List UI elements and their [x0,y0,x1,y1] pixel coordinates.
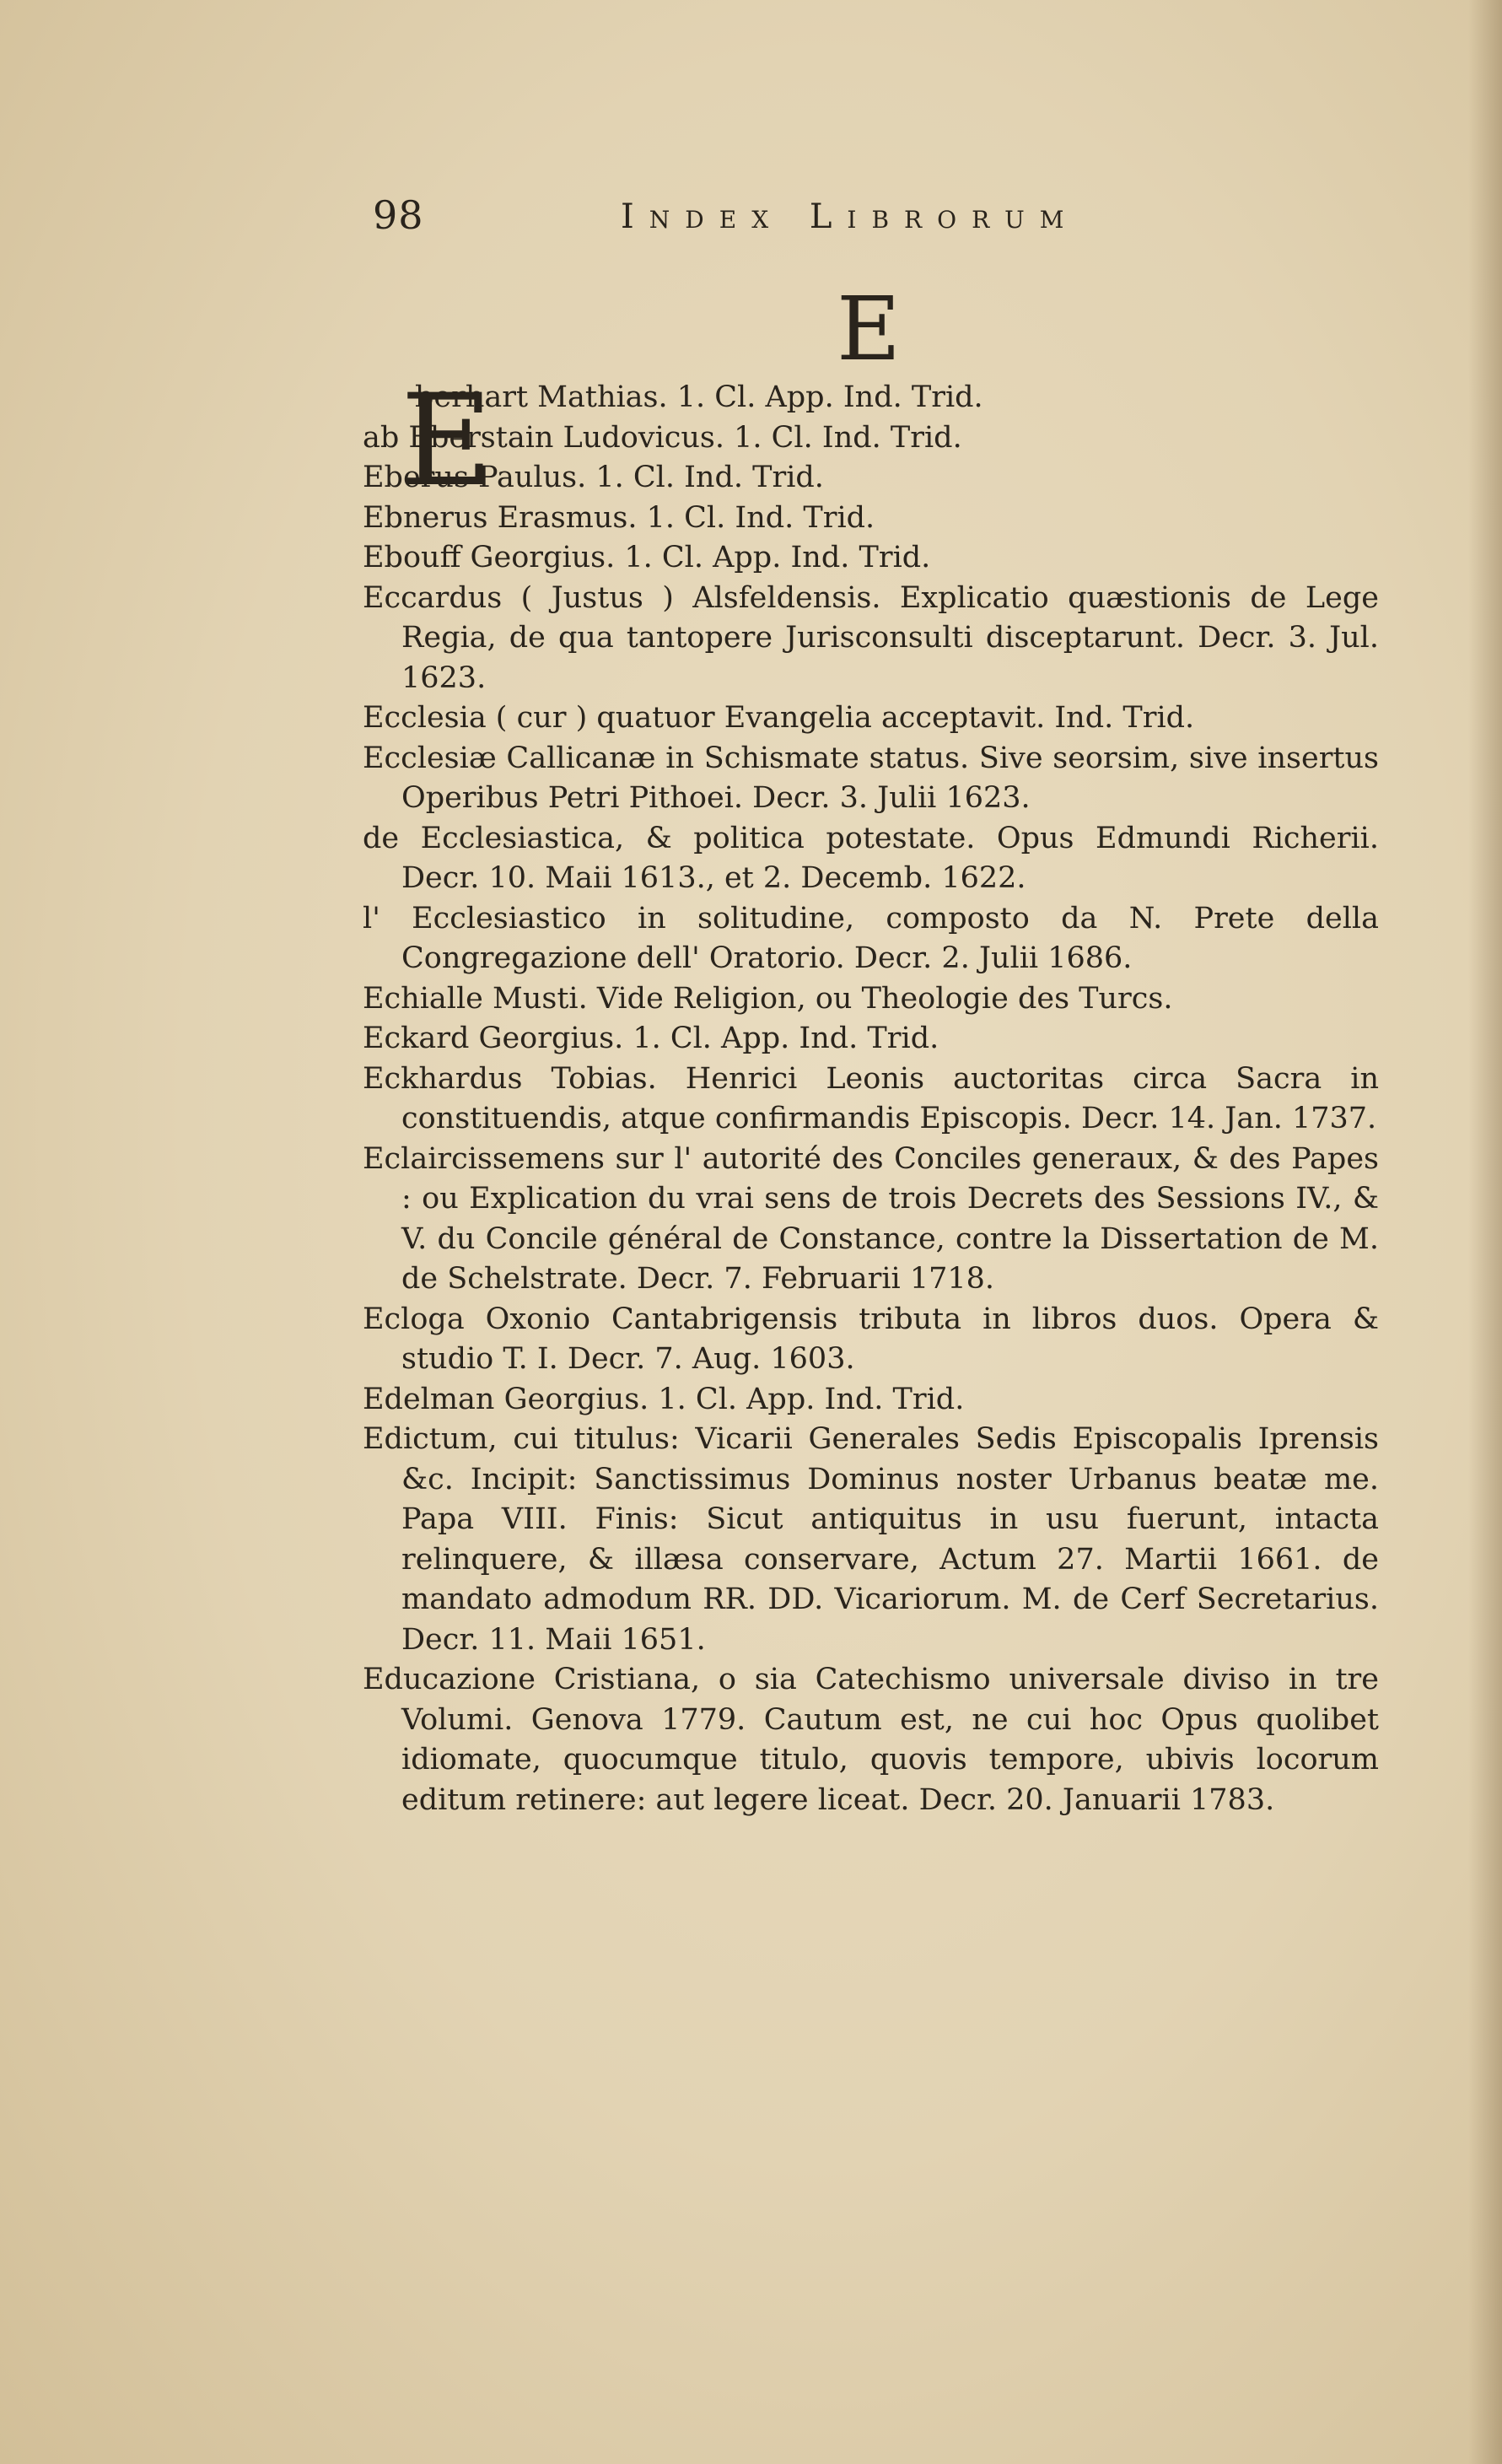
running-head: Index Librorum [621,197,1079,236]
drop-cap: E [401,368,493,515]
index-entry: Ecloga Oxonio Cantabrigensis tributa in libros duos. Opera & studio T. I. Decr. 7. Aug. 1603. [363,1302,1379,1376]
index-entry: l' Ecclesiastico in solitudine, composto da N. Prete della Congregazione dell' Oratorio. Decr. 2. Julii 1686. [363,901,1379,975]
index-entry: Ecclesiæ Callicanæ in Schismate status. Sive seorsim, sive insertus Operibus Petri Pithoei. Decr. 3. Julii 1623. [363,741,1379,815]
index-entry: Eckard Georgius. 1. Cl. App. Ind. Trid. [363,1022,939,1055]
index-entry: ab Eberstain Ludovicus. 1. Cl. Ind. Trid. [363,420,962,455]
index-entry: Echialle Musti. Vide Religion, ou Theologie des Turcs. [363,981,1173,1016]
index-entry: berhart Mathias. 1. Cl. App. Ind. Trid. [415,380,983,414]
index-entry: Edelman Georgius. 1. Cl. App. Ind. Trid. [363,1382,965,1416]
index-entry: Ecclesia ( cur ) quatuor Evangelia acceptavit. Ind. Trid. [363,701,1195,735]
page-header [373,192,1149,243]
index-entry: Eccardus ( Justus ) Alsfeldensis. Explicatio quæstionis de Lege Regia, de qua tantopere Jurisconsulti disceptarunt. Decr. 3. Jul. 1623. [363,580,1379,695]
index-entry: de Ecclesiastica, & politica potestate. Opus Edmundi Richerii. Decr. 10. Maii 1613., et 2. Decemb. 1622. [363,821,1379,895]
index-entry: Ebouff Georgius. 1. Cl. App. Ind. Trid. [363,541,931,574]
index-entry: Eckhardus Tobias. Henrici Leonis auctoritas circa Sacra in constituendis, atque confirmandis Episcopis. Decr. 14. Jan. 1737. [363,1061,1379,1135]
index-entry: Eberus Paulus. 1. Cl. Ind. Trid. [363,461,824,494]
page-number: 98 [373,192,424,238]
index-entry: Eclaircissemens sur l' autorité des Conciles generaux, & des Papes : ou Explication du vrai sens de trois Decrets des Sessions IV., & V. du Concile général de Constance, contre la Dissertation de M. de Schelstrate. Decr. 7. Februarii 1718. [363,1141,1379,1296]
section-letter: E [837,278,901,380]
index-entry: Educazione Cristiana, o sia Catechismo universale diviso in tre Volumi. Genova 1779. Cautum est, ne cui hoc Opus quolibet idiomate, quocumque titulo, quovis tempore, ubivis locorum editum retinere: aut legere liceat. Decr. 20. Januarii 1783. [363,1663,1379,1817]
index-entry: Ebnerus Erasmus. 1. Cl. Ind. Trid. [363,500,875,535]
index-entry: Edictum, cui titulus: Vicarii Generales Sedis Episcopalis Iprensis &c. Incipit: Sanctissimus Dominus noster Urbanus beatæ me. Papa VIII. Finis: Sicut antiquitus in usu fuerunt, intacta relinquere, & illæsa conservare, Actum 27. Martii 1661. de mandato admodum RR. DD. Vicariorum. M. de Cerf Secretarius. Decr. 11. Maii 1651. [363,1422,1379,1657]
index-entries [363,368,1379,1820]
